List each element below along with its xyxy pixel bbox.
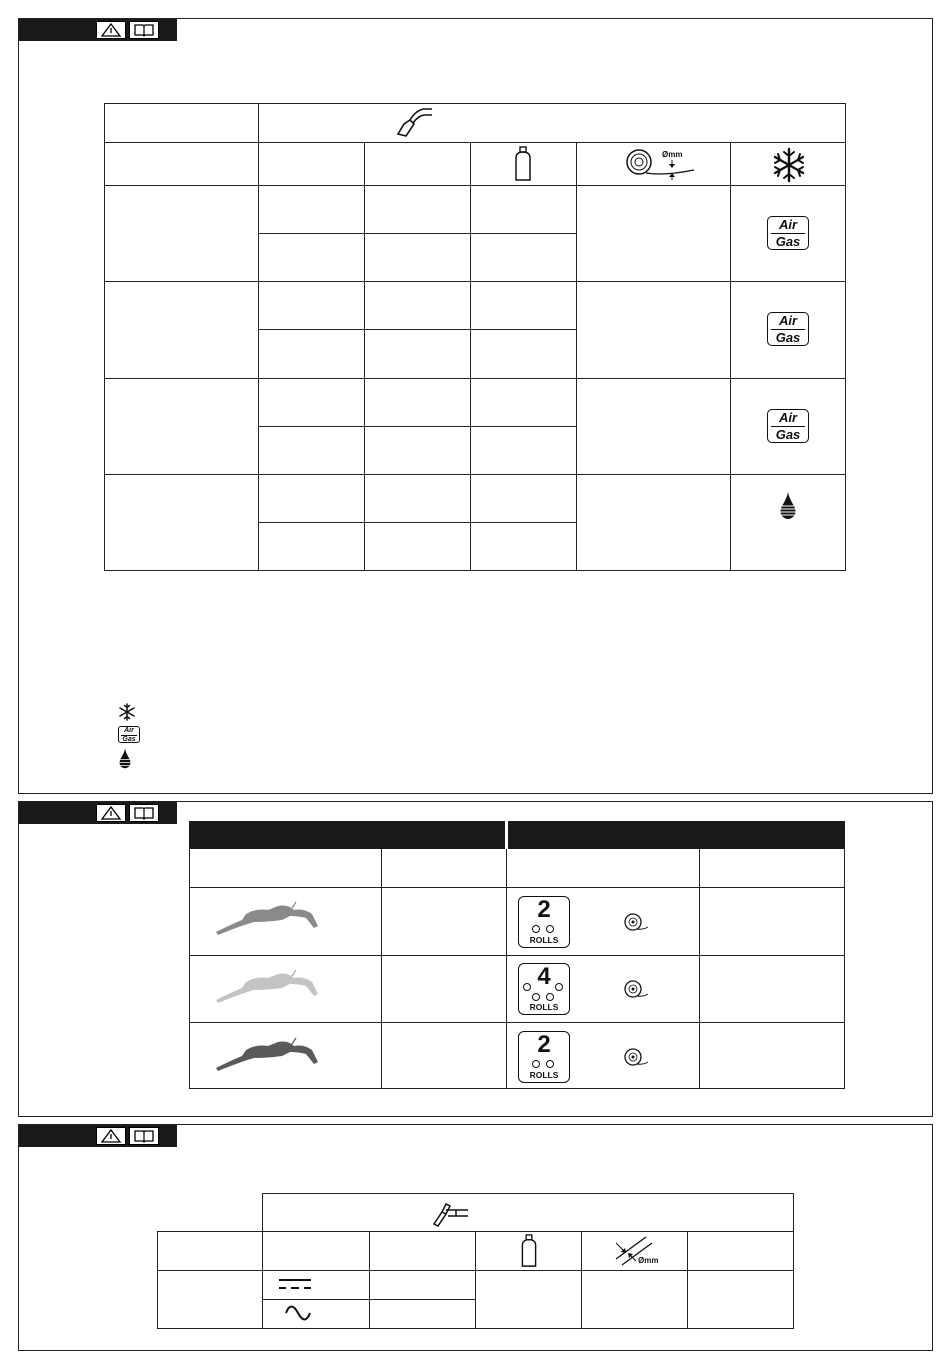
gas-label: Gas	[775, 330, 801, 345]
dc-current-icon	[277, 1276, 313, 1297]
wire-spool-icon	[623, 1047, 649, 1074]
air-label: Air	[121, 727, 137, 736]
rolls-label: ROLLS	[529, 1070, 559, 1080]
section-header-bar	[19, 19, 93, 41]
liquid-drop-icon	[779, 490, 797, 525]
air-gas-cooling-icon	[118, 726, 140, 743]
warning-triangle-icon	[96, 1127, 126, 1145]
gas-label: Gas	[775, 234, 801, 249]
electrode-diameter-icon	[610, 1235, 660, 1272]
mig-torch-icon	[394, 106, 434, 143]
ac-current-icon	[284, 1302, 312, 1329]
air-label: Air	[771, 410, 805, 427]
wire-spool-icon	[623, 979, 649, 1006]
table-header-left	[189, 821, 505, 849]
wire-spool-icon	[624, 146, 698, 187]
rolls-count: 2	[537, 896, 551, 923]
section-header-icons	[93, 802, 177, 824]
electrode-diameter-label: Ømm	[638, 1256, 659, 1265]
torch-image	[212, 1036, 322, 1077]
air-gas-cooling-icon	[767, 216, 809, 250]
gas-cylinder-icon	[518, 1234, 540, 1273]
wire-spool-icon	[623, 912, 649, 939]
section-header-icons	[93, 1125, 177, 1147]
gas-label: Gas	[122, 736, 136, 743]
gas-cylinder-icon	[512, 146, 534, 187]
air-label: Air	[771, 313, 805, 330]
section-mig-torch-specs	[18, 18, 933, 794]
air-gas-cooling-icon	[767, 409, 809, 443]
wire-diameter-label: Ømm	[662, 150, 683, 159]
snowflake-icon	[771, 147, 807, 188]
air-gas-cooling-icon	[767, 312, 809, 346]
air-label: Air	[771, 217, 805, 234]
rolls-label: ROLLS	[529, 1002, 559, 1012]
table-header-right	[508, 821, 845, 849]
liquid-drop-icon	[118, 747, 132, 774]
warning-triangle-icon	[96, 21, 126, 39]
tig-torch-icon	[430, 1198, 470, 1233]
open-book-icon	[129, 1127, 159, 1145]
rolls-badge	[518, 896, 570, 948]
gas-label: Gas	[775, 427, 801, 442]
rolls-count: 4	[537, 963, 551, 990]
section-header-bar	[19, 802, 93, 824]
snowflake-icon	[118, 703, 136, 726]
torch-image	[212, 968, 322, 1009]
section-header-bar	[19, 1125, 93, 1147]
open-book-icon	[129, 21, 159, 39]
rolls-label: ROLLS	[529, 935, 559, 945]
open-book-icon	[129, 804, 159, 822]
torch-image	[212, 900, 322, 941]
rolls-badge	[518, 1031, 570, 1083]
warning-triangle-icon	[96, 804, 126, 822]
rolls-count: 2	[537, 1031, 551, 1058]
section-header-icons	[93, 19, 177, 41]
rolls-badge	[518, 963, 570, 1015]
